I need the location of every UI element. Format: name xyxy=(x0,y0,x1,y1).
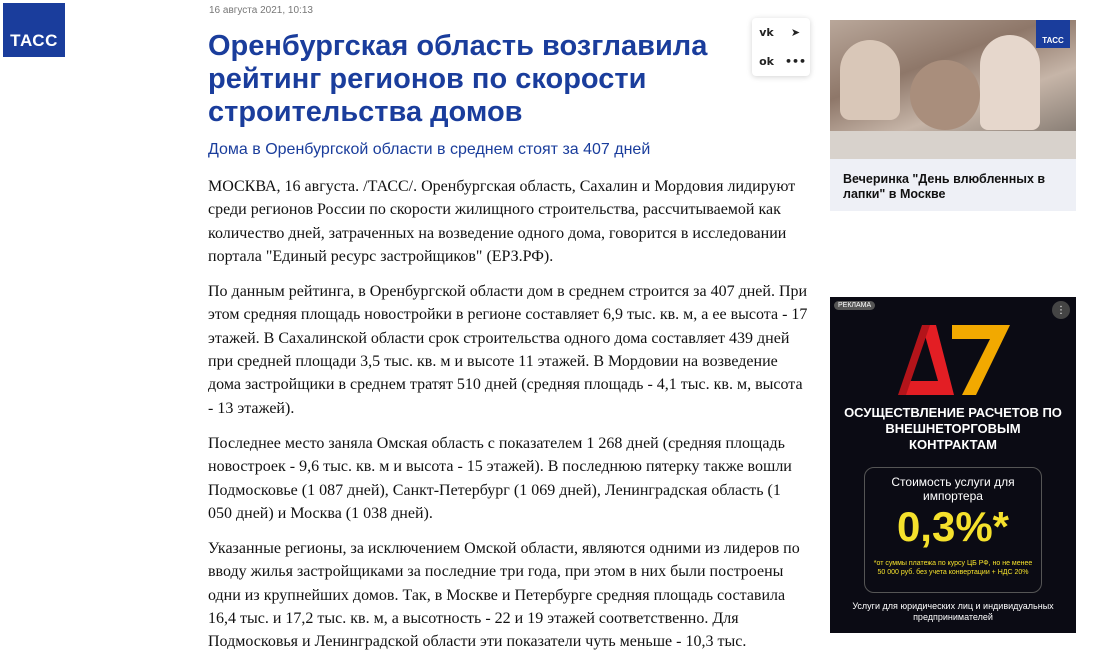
article-paragraph: МОСКВА, 16 августа. /ТАСС/. Оренбургская область, Сахалин и Мордовия лидируют среди регионов России по скорости жилищного строительства, рассчитываемой как количество дней, затраченных на возведение одного дома, говорится в исследовании портала "Единый ресурс застройщиков" (ЕРЗ.РФ). xyxy=(208,178,796,265)
vk-icon[interactable]: vk xyxy=(759,26,774,39)
article-paragraph: По данным рейтинга, в Оренбургской области дом в среднем строится за 407 дней. При этом средняя площадь новостройки в регионе составляет 6,9 тыс. кв. м, а ее высота - 17 этажей. В Сахалинской области срок строительства одного дома составляет 439 дней при средней площади 3,5 тыс. кв. м и высоте 11 этажей. В Мордовии на возведение дома застройщики в среднем тратят 510 дней (средняя площадь - 4,1 тыс. кв. м, высота - 13 этажей). xyxy=(208,283,808,417)
a7-logo-icon xyxy=(892,323,1016,397)
photo-figure xyxy=(910,60,980,130)
photo-figure xyxy=(840,40,900,120)
tass-badge: ТАСС xyxy=(1036,20,1070,48)
ad-banner[interactable] xyxy=(830,297,1076,633)
ad-note: *от суммы платежа по курсу ЦБ РФ, но не менее 50 000 руб. без учета конвертации + НДС 20% xyxy=(873,560,1033,576)
ad-footer: Услуги для юридических лиц и индивидуальных предпринимателей xyxy=(852,601,1054,622)
news-photo[interactable] xyxy=(830,20,1076,159)
ad-percent: 0,3%* xyxy=(896,503,1010,550)
news-caption[interactable]: Вечеринка "День влюбленных в лапки" в Москве xyxy=(843,172,1046,201)
sidebar-news-card[interactable] xyxy=(830,20,1076,211)
photo-figure xyxy=(980,35,1040,130)
share-panel xyxy=(752,18,810,76)
odnoklassniki-icon[interactable]: ok xyxy=(759,55,774,68)
ad-more-icon[interactable]: ⋮ xyxy=(1052,301,1070,319)
article-paragraph: Указанные регионы, за исключением Омской области, являются одними из лидеров по вводу жилья застройщиками за последние три года, при этом в них были построены одни из крупнейших домов. Так, в Москве и Петербурге средняя площадь составила 16,4 тыс. и 17,2 тыс. кв. м, а высотность - 22 и 19 этажей соответственно. Для Подмосковья и Ленинградской области эти показатели чуть меньше - 10,3 тыс. xyxy=(208,540,800,651)
article-subtitle: Дома в Оренбургской области в среднем стоят за 407 дней xyxy=(208,141,651,158)
ad-label: РЕКЛАМА xyxy=(834,301,875,310)
tass-logo[interactable]: ТАСС xyxy=(3,3,65,57)
telegram-icon[interactable]: ➤ xyxy=(790,26,801,39)
ad-box-title: Стоимость услуги для импортера xyxy=(891,475,1015,503)
more-icon[interactable]: ••• xyxy=(784,55,807,68)
article-body xyxy=(208,175,808,666)
photo-table xyxy=(830,131,1076,159)
article-date: 16 августа 2021, 10:13 xyxy=(209,5,313,16)
article-paragraph: Последнее место заняла Омская область с показателем 1 268 дней (средняя площадь новостроек - 9,6 тыс. кв. м и высота - 15 этажей). В последнюю пятерку также вошли Подмосковье (1 087 дней), Санкт-Петербург (1 069 дней), Ленинградская область (1 050 дней) и Москва (1 038 дней). xyxy=(208,434,792,522)
article-title: Оренбургская область возглавила рейтинг регионов по скорости строительства домов xyxy=(208,30,708,128)
ad-headline: ОСУЩЕСТВЛЕНИЕ РАСЧЕТОВ ПО ВНЕШНЕТОРГОВЫМ КОНТРАКТАМ xyxy=(844,405,1062,452)
